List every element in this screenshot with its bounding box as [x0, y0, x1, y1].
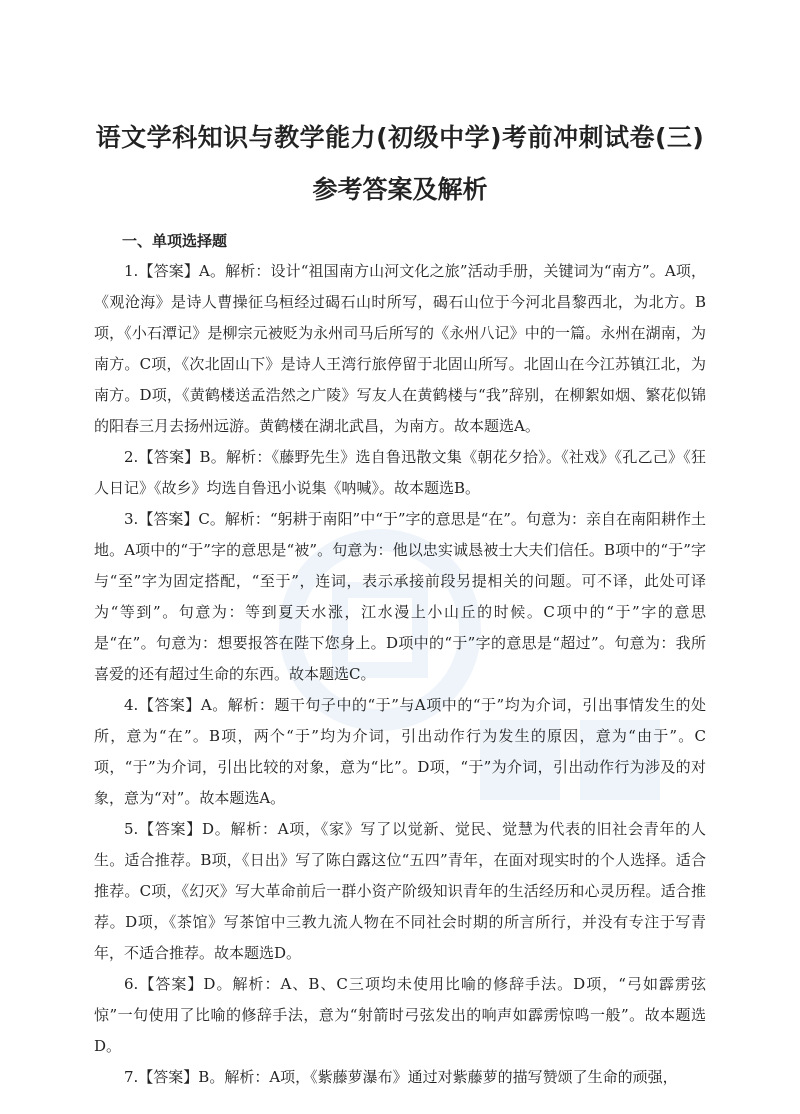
answer-item-5: 5.【答案】D。解析：A项，《家》写了以觉新、觉民、觉慧为代表的旧社会青年的人生。适合推荐。B项，《日出》写了陈白露这位“五四”青年，在面对现实时的个人选择。适合推荐。C项，《幻灭》写大革命前后一群小资产阶级知识青年的生活经历和心灵历程。适合推荐。D项，《茶馆》写茶馆中三教九流人物在不同社会时期的所言所行，并没有专注于写青年，不适合推荐。故本题选D。	[94, 820, 706, 962]
answer-item-1: 1.【答案】A。解析：设计“祖国南方山河文化之旅”活动手册，关键词为“南方”。A项，《观沧海》是诗人曹操征乌桓经过碣石山时所写，碣石山位于今河北昌黎西北，为北方。B项，《小石潭记》是柳宗元被贬为永州司马后所写的《永州八记》中的一篇。永州在湖南，为南方。C项，《次北固山下》是诗人王湾行旅停留于北固山所写。北固山在今江苏镇江北，为南方。D项，《黄鹤楼送孟浩然之广陵》写友人在黄鹤楼与“我”辞别，在柳絮如烟、繁花似锦的阳春三月去扬州远游。黄鹤楼在湖北武昌，为南方。故本题选A。	[94, 262, 706, 435]
answer-list	[94, 256, 706, 1093]
answer-item-7: 7.【答案】B。解析：A项，《紫藤萝瀑布》通过对紫藤萝的描写赞颂了生命的顽强，	[124, 1068, 678, 1086]
page-subtitle: 参考答案及解析	[312, 175, 488, 204]
answer-item-6: 6.【答案】D。解析：A、B、C三项均未使用比喻的修辞手法。D项，“弓如霹雳弦惊”一句使用了比喻的修辞手法，意为“射箭时弓弦发出的响声如霹雳惊鸣一般”。故本题选D。	[94, 975, 706, 1055]
answer-item-4: 4.【答案】A。解析：题干句子中的“于”与A项中的“于”均为介词，引出事情发生的处所，意为“在”。B项，两个“于”均为介词，引出动作行为发生的原因，意为“由于”。C项，“于”为介词，引出比较的对象，意为“比”。D项，“于”为介词，引出动作行为涉及的对象，意为“对”。故本题选A。	[94, 696, 706, 807]
section-heading: 一、单项选择题	[122, 232, 228, 250]
page-title: 语文学科知识与教学能力(初级中学)考前冲刺试卷(三)	[95, 123, 705, 152]
answer-item-2: 2.【答案】B。解析：《藤野先生》选自鲁迅散文集《朝花夕拾》。《社戏》《孔乙己》《狂人日记》《故乡》均选自鲁迅小说集《呐喊》。故本题选B。	[94, 448, 706, 497]
answer-item-3: 3.【答案】C。解析：“躬耕于南阳”中“于”字的意思是“在”。句意为：亲自在南阳耕作土地。A项中的“于”字的意思是“被”。句意为：他以忠实诚恳被士大夫们信任。B项中的“于”字与“至”字为固定搭配，“至于”，连词，表示承接前段另提相关的问题。可不译，此处可译为“等到”。句意为：等到夏天水涨，江水漫上小山丘的时候。C项中的“于”字的意思是“在”。句意为：想要报答在陛下您身上。D项中的“于”字的意思是“超过”。句意为：我所喜爱的还有超过生命的东西。故本题选C。	[94, 510, 706, 683]
